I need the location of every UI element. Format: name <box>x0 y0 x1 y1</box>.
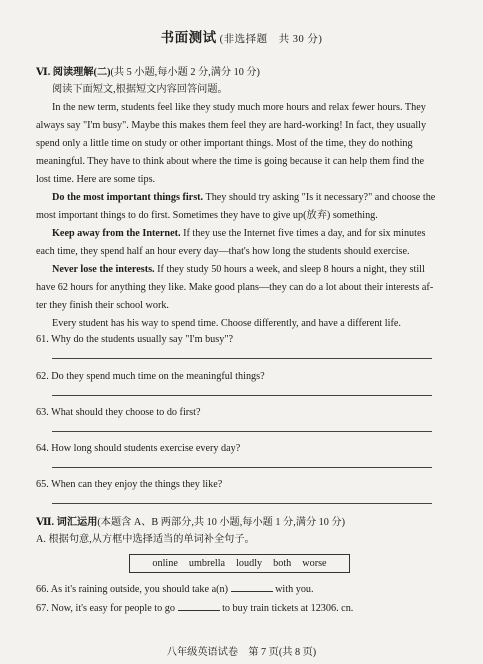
question-64: 64. How long should students exercise every day? <box>36 443 241 454</box>
tip-3-text: If they study 50 hours a week, and sleep 8 hours a night, they still <box>154 264 425 275</box>
tip-2-text: If they use the Internet five times a day, and for six minutes <box>180 228 426 239</box>
question-63: 63. What should they choose to do first? <box>36 407 201 418</box>
blank-66[interactable] <box>231 582 273 592</box>
passage-line: have 62 hours for anything they like. Make good plans—they can do a lot about their interests af- <box>36 282 434 293</box>
passage-line: ter they finish their school work. <box>36 300 169 311</box>
answer-line-62[interactable] <box>52 395 432 396</box>
tip-3-heading: Never lose the interests. <box>52 264 155 275</box>
passage-line: always say "I'm busy". Maybe this makes them feel they are hard-working! In fact, they usually <box>36 120 427 131</box>
page-title <box>0 26 483 46</box>
question-66-tail: with you. <box>275 584 314 595</box>
passage-line: each time, they spend half an hour every day—that's how long the students should exercise. <box>36 246 410 257</box>
tip-1-text: They should try asking "Is it necessary?" and choose the <box>203 192 436 203</box>
question-61: 61. Why do the students usually say "I'm busy"? <box>36 334 233 345</box>
word-bank-item: both <box>273 558 292 569</box>
question-67-text: 67. Now, it's easy for people to go <box>36 603 175 614</box>
question-67-tail: to buy train tickets at 12306. cn. <box>222 603 354 614</box>
tip-1-heading: Do the most important things first. <box>52 192 204 203</box>
tip-2-heading: Keep away from the Internet. <box>52 228 181 239</box>
answer-line-64[interactable] <box>52 467 432 468</box>
section-7-part-a: A. 根据句意,从方框中选择适当的单词补全句子。 <box>36 534 255 545</box>
page-footer: 八年级英语试卷 第 7 页(共 8 页) <box>166 647 317 658</box>
question-66-text: 66. As it's raining outside, you should take a(n) <box>36 584 228 595</box>
tip-3-line <box>52 263 425 276</box>
word-bank-item: loudly <box>236 558 263 569</box>
section-6-heading <box>36 66 260 79</box>
answer-line-63[interactable] <box>52 431 432 432</box>
passage-line: meaningful. They have to think about where the time is going because it can help them find the <box>36 156 424 167</box>
word-bank-item: worse <box>302 558 327 569</box>
passage-closing: Every student has his way to spend time. Choose differently, and have a different life. <box>52 318 401 329</box>
section-6-label: Ⅵ. 阅读理解(二) <box>36 67 111 78</box>
title-subtitle: (非选择题 共 30 分) <box>219 34 323 45</box>
tip-1-line <box>52 191 435 204</box>
question-67 <box>36 601 353 615</box>
question-62: 62. Do they spend much time on the meaningful things? <box>36 371 265 382</box>
blank-67[interactable] <box>178 601 220 611</box>
answer-line-65[interactable] <box>52 503 432 504</box>
passage-line: In the new term, students feel like they study much more hours and relax fewer hours. They <box>52 102 426 113</box>
word-bank-item: umbrella <box>188 558 226 569</box>
question-65: 65. When can they enjoy the things they like? <box>36 479 223 490</box>
section-7-label: Ⅶ. 词汇运用 <box>36 517 98 528</box>
answer-line-61[interactable] <box>52 358 432 359</box>
section-7-heading <box>36 516 345 529</box>
passage-line: lost time. Here are some tips. <box>36 174 156 185</box>
section-6-rule: (共 5 小题,每小题 2 分,满分 10 分) <box>110 67 260 78</box>
word-bank-box <box>129 554 350 573</box>
title-text: 书面测试 <box>160 30 217 45</box>
passage-line: most important things to do first. Sometimes they have to give up(放弃) something. <box>36 210 378 221</box>
section-6-instruction: 阅读下面短文,根据短文内容回答问题。 <box>52 84 228 95</box>
question-66 <box>36 582 314 596</box>
tip-2-line <box>52 227 425 240</box>
section-7-rule: (本题含 A、B 两部分,共 10 小题,每小题 1 分,满分 10 分) <box>97 517 345 528</box>
word-bank-item: online <box>152 558 178 569</box>
passage-line: spend only a little time on study or other important things. Most of the time, they do nothing <box>36 138 413 149</box>
